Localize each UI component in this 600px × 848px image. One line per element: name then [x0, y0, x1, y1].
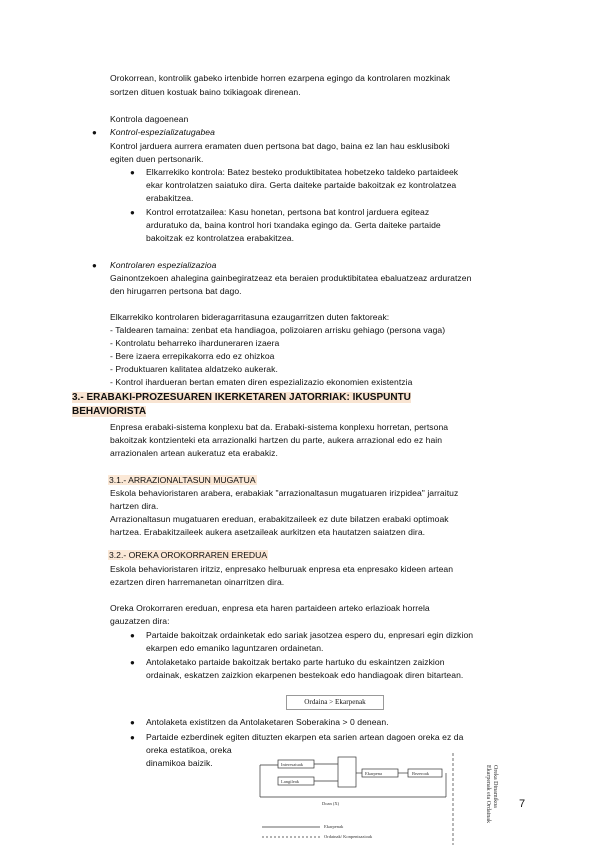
ob4-line-1: Partaide ezberdinek egiten dituzten ekarpen eta sarien artean dagoen oreka ez da [146, 732, 464, 742]
factors-line-6: - Kontrol ihardueran bertan ematen diren espezializazio ekonomien existentzia [110, 377, 413, 387]
oreka-line-2: gauzatzen dira: [110, 616, 170, 626]
factors-line-3: - Kontrolatu beharreko iharduneraren izaera [110, 338, 280, 348]
b1b-line-3: bakoitzak ez kontrolatzea erabakitzea. [146, 233, 295, 243]
factors-line-5: - Produktuaren kalitatea aldatzeko aukerak. [110, 364, 278, 374]
s3-intro-1: Enpresa erabaki-sistema konplexu bat da. Erabaki-sistema konplexu horretan, pertsona [110, 422, 449, 432]
diagram-label-h: Doan (X) [322, 801, 340, 806]
oreka-line-1: Oreka Orokorraren ereduan, enpresa eta haren partaideen arteko erlazioak horrela [110, 603, 430, 613]
b2-line-2: den hirugarren pertsona bat dago. [110, 286, 242, 296]
b2-title: Kontrolaren espezializazioa [110, 260, 217, 270]
b1-line-1: Kontrol jarduera aurrera eramaten duen pertsona bat dago, baina ez lan hau esklusiboki [110, 141, 450, 151]
bullet-icon: ● [130, 658, 135, 667]
bullet-icon: ● [130, 718, 135, 727]
b1-line-2: egiten duen pertsonarik. [110, 154, 204, 164]
intro-line-2: sortzen dituen kostuak baino txikiagoak direnean. [110, 87, 301, 97]
s31-title: 3.1.- ARRAZIONALTASUN MUGATUA [109, 475, 256, 485]
section3-title-2: BEHAVIORISTA [72, 406, 147, 417]
b2-line-1: Gainontzekoen ahalegina gainbegiratzeaz eta beraien produktibitatea ebaluatzeaz arduratzen [110, 273, 472, 283]
bullet-icon: ● [92, 128, 97, 137]
bullet-icon: ● [92, 261, 97, 270]
s3-intro-3: arrazionalen artean aukeratuz eta erabakiz. [110, 448, 278, 458]
factors-line-4: - Bere izaera errepikakorra edo ez ohizkoa [110, 351, 275, 361]
factors-line-2: - Taldearen tamaina: zenbat eta handiagoa, polizoiaren arrisku gehiago (persona vaga) [110, 325, 446, 335]
factors-line-1: Elkarrekiko kontrolaren bideragarritasuna ezaugarritzen duten faktoreak: [110, 312, 390, 322]
s32-line-1: Eskola behavioristaren iritziz, enpresako helburuak enpresa eta enpresako kideen artean [110, 564, 454, 574]
diagram-side-1: Oreka Dinamikoa [492, 765, 498, 808]
diagram-side-2: Ekarpenak eta Ordainak [485, 765, 491, 823]
diagram-label-f: Ekarpenak [324, 824, 344, 829]
s31-line-2: hartzen dira. [110, 501, 159, 511]
ob4-line-3: dinamikoa baizik. [146, 758, 213, 768]
ob1-line-2: ekarpen edo emaniko laguntzaren ordainetan. [146, 643, 324, 653]
s32-title: 3.2.- OREKA OROKORRAREN EREDUA [109, 550, 268, 560]
diagram-label-d: Ekarpena [365, 771, 382, 776]
kontrola-title: Kontrola dagoenean [110, 114, 189, 124]
b1b-line-2: arduratuko da, baina kontrol hori txandaka egingo da. Gerta daiteke partaide [146, 220, 441, 230]
s31-line-3: Arrazionaltasun mugatuaren ereduan, erabakitzaileek ez dute bilatzen erabaki optimoak [110, 514, 449, 524]
s32-line-2: ezartzen diren harremanetan oinarritzen dira. [110, 577, 285, 587]
ob3-line: Antolaketa existitzen da Antolaketaren Soberakina > 0 denean. [146, 717, 389, 727]
diagram-side-note [470, 765, 510, 825]
s31-line-4: hartzea. Erabakitzaileek aukera asetzaileak aurkitzen eta hautatzen saiatzen dira. [110, 527, 426, 537]
ob2-line-2: ordainak, eskatzen zaizkion ekarpenen bestekoak edo handiagoak diren bitartean. [146, 670, 464, 680]
ob2-line-1: Antolaketako partaide bakoitzak bertako parte hartuko du eskaintzen zaizkion [146, 657, 445, 667]
b1a-line-2: ekar kontrolatzen saiatuko dira. Gerta daiteke partaide bakoitzak ez kontrolatzea [146, 180, 457, 190]
b1a-line-1: Elkarrekiko kontrola: Batez besteko produktibitatea hobetzeko taldeko partaideek [146, 167, 459, 177]
bullet-icon: ● [130, 208, 135, 217]
s3-intro-2: bakoitzak kontzienteki eta arrazionalki hartzen du parte, aukera arrazional edo ez hain [110, 435, 443, 445]
formula-box: Ordaina > Ekarpenak [286, 695, 384, 710]
bullet-icon: ● [130, 631, 135, 640]
diagram-label-a: Interesatuak [281, 762, 303, 767]
bullet-icon: ● [130, 733, 135, 742]
b1-title: Kontrol-espezializatugabea [110, 127, 215, 137]
b1a-line-3: erabakitzea. [146, 193, 194, 203]
ob1-line-1: Partaide bakoitzak ordainketak edo sariak jasotzea espero du, enpresari egin dizkion [146, 630, 474, 640]
ob4-line-2: oreka estatikoa, oreka [146, 745, 232, 755]
equilibrium-diagram [250, 745, 462, 845]
diagram-label-e: Bezeroak [412, 771, 429, 776]
page-number: 7 [519, 798, 526, 810]
bullet-icon: ● [130, 168, 135, 177]
section3-title-1: 3.- ERABAKI-PROZESUAREN IKERKETAREN JATORRIAK: IKUSPUNTU [72, 392, 411, 403]
diagram-label-g: Ordainak/ Konpentsazioak [324, 834, 373, 839]
s31-line-1: Eskola behavioristaren arabera, erabakiak "arrazionaltasun mugatuaren irizpidea" jarraituz [110, 488, 459, 498]
b1b-line-1: Kontrol errotatzailea: Kasu honetan, pertsona bat kontrol jarduera egiteaz [146, 207, 430, 217]
intro-line-1: Orokorrean, kontrolik gabeko irtenbide horren ezarpena egingo da kontrolaren mozkinak [110, 73, 451, 83]
diagram-label-b: Langileak [281, 779, 299, 784]
